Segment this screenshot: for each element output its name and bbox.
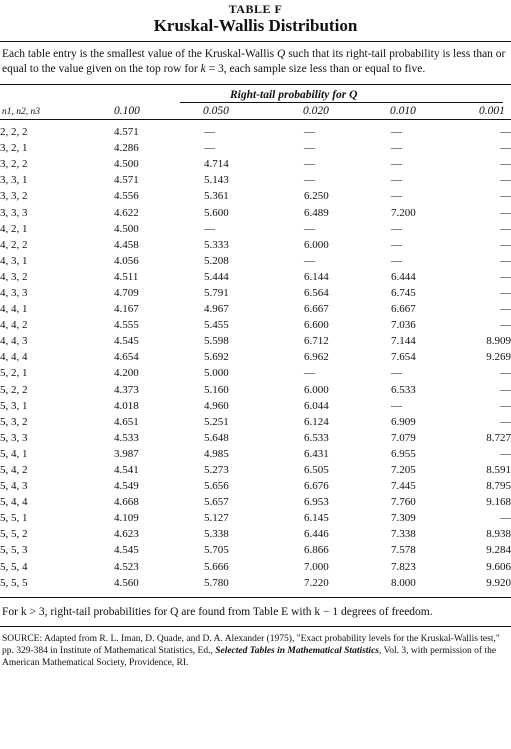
critical-value-cell: 5.705 <box>204 544 229 557</box>
critical-value-cell: 4.200 <box>114 367 139 380</box>
critical-value-cell: 9.168 <box>486 496 511 509</box>
sample-sizes-cell: 5, 5, 5 <box>0 576 28 589</box>
critical-value-cell: 4.556 <box>114 190 139 203</box>
critical-value-cell: — <box>204 126 215 139</box>
critical-value-cell: 4.056 <box>114 254 139 267</box>
table-row <box>0 269 511 285</box>
critical-value-cell: 7.000 <box>304 560 329 573</box>
critical-value-cell: 5.780 <box>204 576 229 589</box>
critical-value-cell: 4.549 <box>114 480 139 493</box>
critical-value-cell: — <box>500 415 511 428</box>
sample-sizes-cell: 4, 3, 2 <box>0 270 28 283</box>
sample-sizes-cell: 4, 2, 1 <box>0 222 28 235</box>
table-body <box>0 124 511 591</box>
critical-value-cell: — <box>500 270 511 283</box>
critical-value-cell: 7.760 <box>391 496 416 509</box>
critical-value-cell: 4.560 <box>114 576 139 589</box>
intro-text-c: = 3, each sample size less than or equal to five. <box>205 63 426 75</box>
critical-value-cell: — <box>500 254 511 267</box>
critical-value-cell: 6.564 <box>304 286 329 299</box>
critical-value-cell: 6.667 <box>391 303 416 316</box>
critical-value-cell: 6.444 <box>391 270 416 283</box>
critical-value-cell: 4.714 <box>204 158 229 171</box>
source-title: Selected Tables in Mathematical Statistics <box>215 645 379 656</box>
critical-value-cell: 6.600 <box>304 319 329 332</box>
critical-value-cell: 4.109 <box>114 512 139 525</box>
header-rule <box>0 119 511 120</box>
critical-value-cell: — <box>204 142 215 155</box>
critical-value-cell: — <box>204 222 215 235</box>
table-label: TABLE F <box>228 2 283 16</box>
critical-value-cell: 4.533 <box>114 431 139 444</box>
critical-value-cell: 6.446 <box>304 528 329 541</box>
sample-sizes-cell: 5, 5, 4 <box>0 560 28 573</box>
sample-sizes-cell: 4, 4, 4 <box>0 351 28 364</box>
critical-value-cell: 5.648 <box>204 431 229 444</box>
intro-text-b: such that its right-tail probability is less than or equal to the value given on the top row for <box>2 48 506 75</box>
critical-value-cell: 5.143 <box>204 174 229 187</box>
prob-header-0020: 0.020 <box>303 105 329 117</box>
critical-value-cell: 7.205 <box>391 464 416 477</box>
sample-sizes-cell: 4, 2, 2 <box>0 238 28 251</box>
critical-value-cell: 4.541 <box>114 464 139 477</box>
critical-value-cell: 6.505 <box>304 464 329 477</box>
sample-sizes-cell: 4, 4, 1 <box>0 303 28 316</box>
intro-paragraph <box>0 42 511 84</box>
critical-value-cell: 5.127 <box>204 512 229 525</box>
critical-value-cell: 7.578 <box>391 544 416 557</box>
critical-value-cell: 7.220 <box>304 576 329 589</box>
critical-value-cell: 4.651 <box>114 415 139 428</box>
sample-sizes-cell: 5, 3, 3 <box>0 431 28 444</box>
span-rule <box>180 102 503 103</box>
sample-sizes-cell: 4, 4, 2 <box>0 319 28 332</box>
critical-value-cell: 4.960 <box>204 399 229 412</box>
critical-value-cell: 5.361 <box>204 190 229 203</box>
table-row <box>0 285 511 301</box>
table-row <box>0 559 511 575</box>
critical-value-cell: 6.000 <box>304 238 329 251</box>
critical-value-cell: 7.144 <box>391 335 416 348</box>
critical-value-cell: — <box>500 286 511 299</box>
sample-sizes-cell: 5, 2, 2 <box>0 383 28 396</box>
table-row <box>0 204 511 220</box>
critical-value-cell: 7.200 <box>391 206 416 219</box>
critical-value-cell: — <box>304 174 315 187</box>
critical-value-cell: 4.555 <box>114 319 139 332</box>
prob-header-0050: 0.050 <box>203 105 229 117</box>
critical-value-cell: 4.545 <box>114 335 139 348</box>
critical-value-cell: — <box>391 367 402 380</box>
critical-value-cell: 4.668 <box>114 496 139 509</box>
table-row <box>0 430 511 446</box>
sample-sizes-cell: 3, 3, 3 <box>0 206 28 219</box>
critical-value-cell: 7.036 <box>391 319 416 332</box>
critical-value-cell: 8.795 <box>486 480 511 493</box>
critical-value-cell: 5.208 <box>204 254 229 267</box>
critical-value-cell: 6.489 <box>304 206 329 219</box>
sample-sizes-cell: 3, 2, 2 <box>0 158 28 171</box>
critical-value-cell: — <box>500 367 511 380</box>
table-row <box>0 301 511 317</box>
critical-value-cell: — <box>500 383 511 396</box>
critical-value-cell: 8.909 <box>486 335 511 348</box>
critical-value-cell: 5.251 <box>204 415 229 428</box>
critical-value-cell: 4.571 <box>114 126 139 139</box>
critical-value-cell: 4.523 <box>114 560 139 573</box>
critical-value-cell: 5.598 <box>204 335 229 348</box>
critical-value-cell: — <box>304 158 315 171</box>
critical-value-cell: — <box>500 319 511 332</box>
table-title: Kruskal-Wallis Distribution <box>153 16 358 35</box>
critical-value-cell: 5.000 <box>204 367 229 380</box>
critical-value-cell: — <box>304 142 315 155</box>
critical-value-cell: 5.600 <box>204 206 229 219</box>
critical-value-cell: 4.500 <box>114 222 139 235</box>
critical-value-cell: 5.455 <box>204 319 229 332</box>
critical-value-cell: 8.000 <box>391 576 416 589</box>
critical-value-cell: 4.018 <box>114 399 139 412</box>
column-header <box>0 85 511 119</box>
critical-value-cell: 4.985 <box>204 447 229 460</box>
table-row <box>0 317 511 333</box>
sizes-column-header: n1, n2, n3 <box>2 107 40 117</box>
critical-value-cell: 6.533 <box>304 431 329 444</box>
critical-value-cell: 4.511 <box>114 270 139 283</box>
critical-value-cell: 9.269 <box>486 351 511 364</box>
critical-value-cell: 6.044 <box>304 399 329 412</box>
critical-value-cell: — <box>500 174 511 187</box>
critical-value-cell: — <box>500 399 511 412</box>
table-row <box>0 510 511 526</box>
critical-value-cell: — <box>391 158 402 171</box>
critical-value-cell: 7.079 <box>391 431 416 444</box>
sample-sizes-cell: 4, 3, 1 <box>0 254 28 267</box>
critical-value-cell: 7.309 <box>391 512 416 525</box>
sample-sizes-cell: 5, 4, 3 <box>0 480 28 493</box>
critical-value-cell: 4.571 <box>114 174 139 187</box>
table-row <box>0 575 511 591</box>
kruskal-wallis-table <box>0 124 511 591</box>
critical-value-cell: 6.667 <box>304 303 329 316</box>
table-row <box>0 188 511 204</box>
intro-text-a: Each table entry is the smallest value of the Kruskal-Wallis <box>2 48 277 60</box>
sample-sizes-cell: 4, 3, 3 <box>0 286 28 299</box>
critical-value-cell: 9.284 <box>486 544 511 557</box>
sample-sizes-cell: 5, 3, 1 <box>0 399 28 412</box>
table-row <box>0 140 511 156</box>
table-row <box>0 398 511 414</box>
critical-value-cell: 8.938 <box>486 528 511 541</box>
critical-value-cell: 4.373 <box>114 383 139 396</box>
critical-value-cell: — <box>500 142 511 155</box>
critical-value-cell: 5.444 <box>204 270 229 283</box>
table-row <box>0 542 511 558</box>
sample-sizes-cell: 5, 2, 1 <box>0 367 28 380</box>
critical-value-cell: 5.657 <box>204 496 229 509</box>
prob-header-0100: 0.100 <box>114 105 140 117</box>
sample-sizes-cell: 5, 5, 2 <box>0 528 28 541</box>
critical-value-cell: 6.145 <box>304 512 329 525</box>
critical-value-cell: 6.676 <box>304 480 329 493</box>
table-row <box>0 333 511 349</box>
critical-value-cell: 4.458 <box>114 238 139 251</box>
table-row <box>0 253 511 269</box>
critical-value-cell: — <box>500 238 511 251</box>
critical-value-cell: — <box>500 206 511 219</box>
critical-value-cell: 6.745 <box>391 286 416 299</box>
table-row <box>0 462 511 478</box>
critical-value-cell: 6.533 <box>391 383 416 396</box>
critical-value-cell: 8.591 <box>486 464 511 477</box>
sample-sizes-cell: 4, 4, 3 <box>0 335 28 348</box>
sample-sizes-cell: 5, 4, 4 <box>0 496 28 509</box>
sample-sizes-cell: 5, 4, 2 <box>0 464 28 477</box>
critical-value-cell: 5.333 <box>204 238 229 251</box>
critical-value-cell: 5.666 <box>204 560 229 573</box>
critical-value-cell: 4.167 <box>114 303 139 316</box>
sample-sizes-cell: 5, 5, 1 <box>0 512 28 525</box>
critical-value-cell: 5.692 <box>204 351 229 364</box>
critical-value-cell: 5.338 <box>204 528 229 541</box>
critical-value-cell: 4.500 <box>114 158 139 171</box>
critical-value-cell: — <box>391 222 402 235</box>
sample-sizes-cell: 3, 3, 2 <box>0 190 28 203</box>
critical-value-cell: — <box>500 222 511 235</box>
critical-value-cell: 6.250 <box>304 190 329 203</box>
footnote: For k > 3, right-tail probabilities for Q are found from Table E with k − 1 degrees of freedom. <box>2 605 433 618</box>
source-text-a: SOURCE: Adapted from R. L. Iman, D. Quade, and D. A. Alexander (1975), "Exact probability levels for the Kruskal-Wallis test," pp. 329-384 in Institute of Mathematical Statistics, Ed., <box>2 633 500 656</box>
critical-value-cell: 6.431 <box>304 447 329 460</box>
critical-value-cell: — <box>304 254 315 267</box>
critical-value-cell: 4.545 <box>114 544 139 557</box>
sample-sizes-cell: 3, 2, 1 <box>0 142 28 155</box>
table-row <box>0 494 511 510</box>
critical-value-cell: 6.909 <box>391 415 416 428</box>
critical-value-cell: 3.987 <box>114 447 139 460</box>
critical-value-cell: — <box>391 254 402 267</box>
sample-sizes-cell: 2, 2, 2 <box>0 126 28 139</box>
critical-value-cell: 6.124 <box>304 415 329 428</box>
critical-value-cell: — <box>304 367 315 380</box>
table-row <box>0 172 511 188</box>
critical-value-cell: — <box>304 126 315 139</box>
critical-value-cell: — <box>500 190 511 203</box>
intro-q: Q <box>277 48 286 60</box>
critical-value-cell: — <box>500 512 511 525</box>
critical-value-cell: — <box>391 142 402 155</box>
sample-sizes-cell: 5, 3, 2 <box>0 415 28 428</box>
table-row <box>0 526 511 542</box>
critical-value-cell: 4.654 <box>114 351 139 364</box>
sample-sizes-cell: 5, 4, 1 <box>0 447 28 460</box>
table-row <box>0 382 511 398</box>
intro-k: k <box>200 63 206 75</box>
source-text-b: , Vol. 3, with permission of the American Mathematical Society, Providence, RI. <box>2 645 497 668</box>
critical-value-cell: 4.709 <box>114 286 139 299</box>
critical-value-cell: 8.727 <box>486 431 511 444</box>
prob-header-0010: 0.010 <box>390 105 416 117</box>
table-row <box>0 349 511 365</box>
critical-value-cell: 4.967 <box>204 303 229 316</box>
critical-value-cell: 7.445 <box>391 480 416 493</box>
critical-value-cell: 4.286 <box>114 142 139 155</box>
critical-value-cell: — <box>391 238 402 251</box>
critical-value-cell: 9.606 <box>486 560 511 573</box>
critical-value-cell: 6.000 <box>304 383 329 396</box>
table-row <box>0 365 511 381</box>
critical-value-cell: 5.791 <box>204 286 229 299</box>
critical-value-cell: — <box>391 190 402 203</box>
probability-span-label: Right-tail probability for Q <box>230 89 358 101</box>
table-row <box>0 124 511 140</box>
critical-value-cell: 5.160 <box>204 383 229 396</box>
critical-value-cell: 7.823 <box>391 560 416 573</box>
critical-value-cell: 6.953 <box>304 496 329 509</box>
critical-value-cell: — <box>500 447 511 460</box>
critical-value-cell: 9.920 <box>486 576 511 589</box>
source-note <box>0 627 511 669</box>
critical-value-cell: 6.866 <box>304 544 329 557</box>
critical-value-cell: 5.273 <box>204 464 229 477</box>
sample-sizes-cell: 5, 5, 3 <box>0 544 28 557</box>
table-row <box>0 414 511 430</box>
critical-value-cell: 5.656 <box>204 480 229 493</box>
critical-value-cell: — <box>304 222 315 235</box>
table-row <box>0 156 511 172</box>
critical-value-cell: 6.144 <box>304 270 329 283</box>
critical-value-cell: 4.622 <box>114 206 139 219</box>
critical-value-cell: 6.962 <box>304 351 329 364</box>
critical-value-cell: 7.654 <box>391 351 416 364</box>
table-row <box>0 478 511 494</box>
table-row <box>0 446 511 462</box>
critical-value-cell: — <box>391 174 402 187</box>
critical-value-cell: — <box>391 399 402 412</box>
critical-value-cell: 6.955 <box>391 447 416 460</box>
prob-header-0001: 0.001 <box>479 105 505 117</box>
critical-value-cell: 7.338 <box>391 528 416 541</box>
critical-value-cell: — <box>500 303 511 316</box>
critical-value-cell: — <box>500 158 511 171</box>
table-row <box>0 237 511 253</box>
critical-value-cell: — <box>500 126 511 139</box>
critical-value-cell: 6.712 <box>304 335 329 348</box>
sample-sizes-cell: 3, 3, 1 <box>0 174 28 187</box>
critical-value-cell: — <box>391 126 402 139</box>
critical-value-cell: 4.623 <box>114 528 139 541</box>
table-row <box>0 221 511 237</box>
